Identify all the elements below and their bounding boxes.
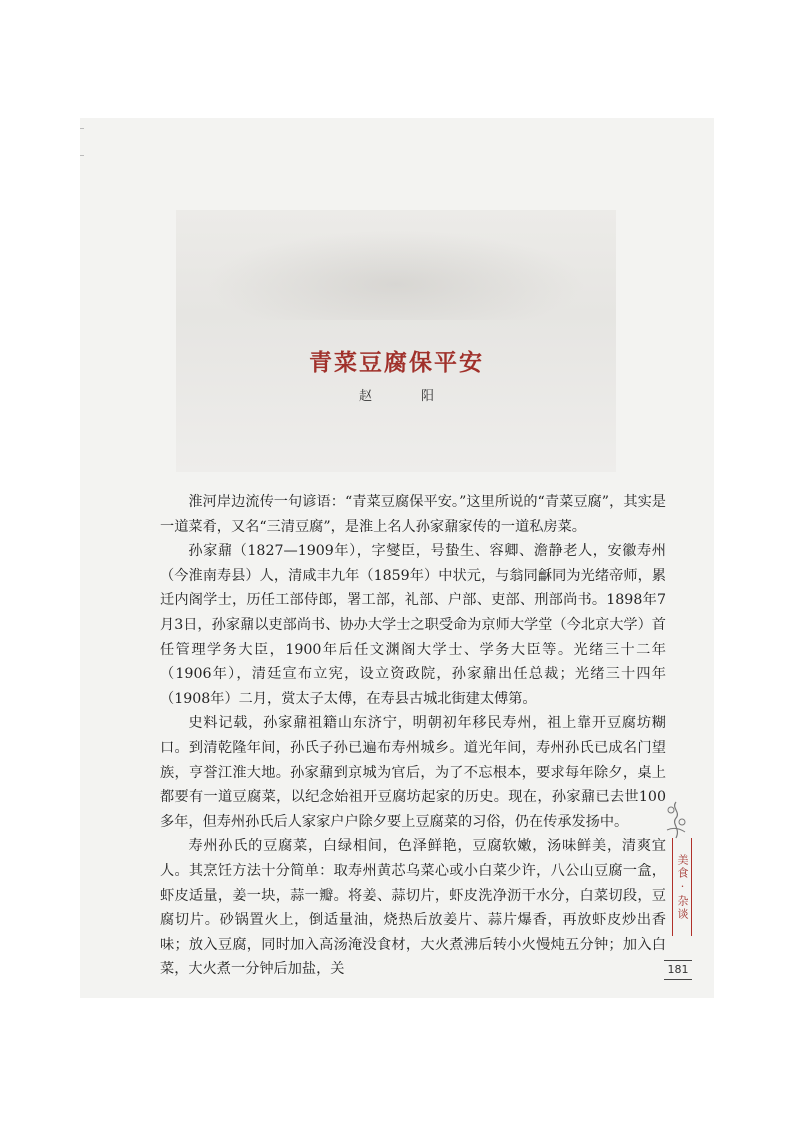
- paragraph: 淮河岸边流传一句谚语：“青菜豆腐保平安。”这里所说的“青菜豆腐”，其实是一道菜肴，又名“三清豆腐”，是淮上名人孙家鼐家传的一道私房菜。: [160, 494, 666, 535]
- article-author: 赵 阳: [358, 389, 452, 404]
- faded-ink-painting: [176, 210, 616, 472]
- margin-tick: [80, 155, 84, 156]
- paragraph: 寿州孙氏的豆腐菜，白绿相间，色泽鲜艳，豆腐软嫩，汤味鲜美，清爽宜人。其烹饪方法十分简单：取寿州黄芯乌菜心或小白菜少许，八公山豆腐一盒，虾皮适量，姜一块，蒜一瓣。将姜、蒜切片，虾皮洗净沥干水分，白菜切段，豆腐切片。砂锅置火上，倒适量油，烧热后放姜片、蒜片爆香，再放虾皮炒出香味；放入豆腐，同时加入高汤淹没食材，大火煮沸后转小火慢炖五分钟；加入白菜，大火煮一分钟后加盐，关: [160, 838, 666, 978]
- ink-wash: [206, 230, 586, 320]
- section-tab: 美食·杂谈: [672, 838, 692, 936]
- paragraph: 史料记载，孙家鼐祖籍山东济宁，明朝初年移民寿州，祖上靠开豆腐坊糊口。到清乾隆年间，孙氏子孙已遍布寿州城乡。道光年间，寿州孙氏已成名门望族，亨誉江淮大地。孙家鼐到京城为官后，为了不忘根本，要求每年除夕，桌上都要有一道豆腐菜，以纪念始祖开豆腐坊起家的历史。现在，孙家鼐已去世100多年，但寿州孙氏后人家家户户除夕要上豆腐菜的习俗，仍在传承发扬中。: [160, 715, 666, 830]
- article-body: [160, 490, 666, 982]
- paragraph: 孙家鼐（1827—1909年），字燮臣，号蛰生、容卿、澹静老人，安徽寿州（今淮南寿县）人，清咸丰九年（1859年）中状元，与翁同龢同为光绪帝师，累迁内阁学士，历任工部侍郎，署工部，礼部、户部、吏部、刑部尚书。1898年7月3日，孙家鼐以吏部尚书、协办大学士之职受命为京师大学堂（今北京大学）首任管理学务大臣，1900年后任文渊阁大学士、学务大臣等。光绪三十二年（1906年），清廷宣布立宪，设立资政院，孙家鼐出任总裁；光绪三十四年（1908年）二月，赏太子太傅，在寿县古城北街建太傅第。: [160, 543, 666, 707]
- margin-tick: [80, 128, 84, 129]
- article-title: 青菜豆腐保平安: [309, 349, 484, 376]
- page-number: 181: [664, 960, 692, 980]
